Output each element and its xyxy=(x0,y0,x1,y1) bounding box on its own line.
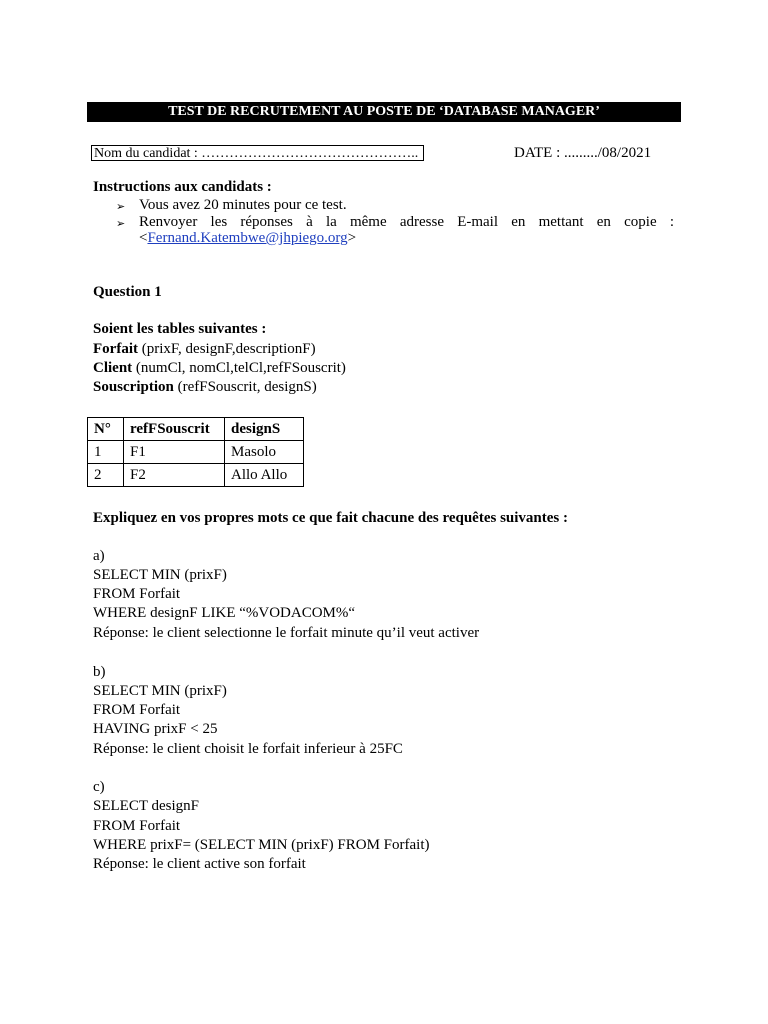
table-cell: F2 xyxy=(124,464,225,487)
query-answer: Réponse: le client active son forfait xyxy=(93,856,306,872)
schema-name: Client xyxy=(93,360,133,376)
schema-fields: (prixF, designF,descriptionF) xyxy=(137,341,316,357)
schema-forfait xyxy=(93,341,316,358)
table-row xyxy=(88,464,304,487)
schema-fields: (refFSouscrit, designS) xyxy=(173,379,317,395)
email-bracket-open: < xyxy=(139,230,148,246)
query-label: c) xyxy=(93,779,105,795)
table-header-cell: refFSouscrit xyxy=(124,418,225,441)
query-line: WHERE prixF= (SELECT MIN (prixF) FROM Forfait) xyxy=(93,837,430,853)
table-cell: Masolo xyxy=(225,441,304,464)
instruction-item: Vous avez 20 minutes pour ce test. xyxy=(139,197,347,213)
query-answer: Réponse: le client choisit le forfait inferieur à 25FC xyxy=(93,741,403,757)
question-title: Question 1 xyxy=(93,284,162,300)
query-line: FROM Forfait xyxy=(93,818,181,834)
email-bracket-close: > xyxy=(347,230,357,246)
query-answer: Réponse: le client selectionne le forfait minute qu’il veut activer xyxy=(93,625,480,641)
souscription-table xyxy=(87,417,304,487)
query-line: SELECT MIN (prixF) xyxy=(93,683,227,699)
date-field: DATE : ........./08/2021 xyxy=(514,145,652,161)
schema-client xyxy=(93,360,346,377)
question-prompt: Expliquez en vos propres mots ce que fait chacune des requêtes suivantes : xyxy=(93,510,569,526)
table-cell: 1 xyxy=(88,441,124,464)
table-header-cell: designS xyxy=(225,418,304,441)
arrow-bullet-icon: ➢ xyxy=(116,200,126,213)
candidate-name-field[interactable]: Nom du candidat : ……………………………………….. xyxy=(91,145,424,161)
schema-souscription xyxy=(93,379,317,396)
schema-name: Souscription xyxy=(93,379,174,395)
query-line: SELECT MIN (prixF) xyxy=(93,567,227,583)
arrow-bullet-icon: ➢ xyxy=(116,217,126,230)
query-line: SELECT designF xyxy=(93,798,199,814)
query-line: FROM Forfait xyxy=(93,702,181,718)
table-row xyxy=(88,441,304,464)
table-cell: 2 xyxy=(88,464,124,487)
schema-name: Forfait xyxy=(93,341,138,357)
email-link[interactable]: Fernand.Katembwe@jhpiego.org xyxy=(147,230,348,246)
table-cell: Allo Allo xyxy=(225,464,304,487)
instruction-item: Renvoyer les réponses à la même adresse E-mail en mettant en copie : xyxy=(139,214,674,230)
table-cell: F1 xyxy=(124,441,225,464)
query-line: WHERE designF LIKE “%VODACOM%“ xyxy=(93,605,356,621)
table-header-cell: N° xyxy=(88,418,124,441)
table-header-row xyxy=(88,418,304,441)
instruction-email-line xyxy=(139,230,356,247)
document-title: TEST DE RECRUTEMENT AU POSTE DE ‘DATABASE MANAGER’ xyxy=(87,102,681,122)
instructions-heading: Instructions aux candidats : xyxy=(93,179,272,195)
query-line: FROM Forfait xyxy=(93,586,181,602)
tables-heading: Soient les tables suivantes : xyxy=(93,321,267,337)
query-line: HAVING prixF < 25 xyxy=(93,721,218,737)
schema-fields: (numCl, nomCl,telCl,refFSouscrit) xyxy=(132,360,346,376)
query-label: a) xyxy=(93,548,105,564)
query-label: b) xyxy=(93,664,106,680)
